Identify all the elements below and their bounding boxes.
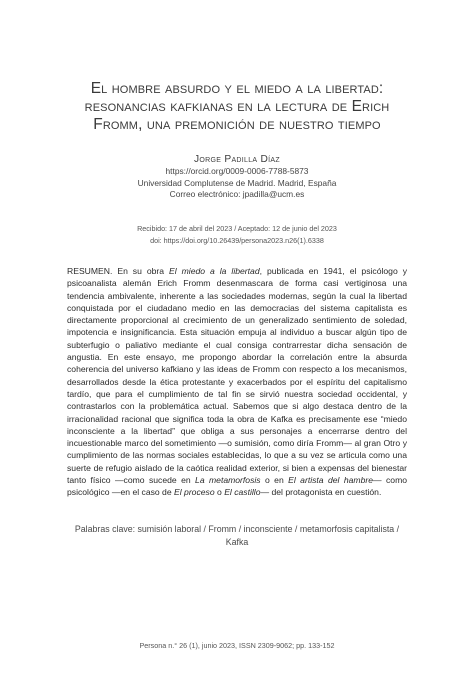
abstract-text: — del protagonista en cuestión.	[260, 487, 382, 498]
abstract-text: RESUMEN. En su obra	[67, 266, 170, 276]
work-title: El miedo a la libertad	[169, 266, 260, 276]
author-block	[60, 154, 414, 201]
abstract-text: — como psicológico —en el caso de	[67, 475, 408, 498]
page-footer: Persona n.° 26 (1), junio 2023, ISSN 2309-9062; pp. 133-152	[139, 641, 335, 650]
work-title: El artista del hambre	[288, 475, 373, 486]
abstract-text: , publicada en 1941, el psicólogo y psicoanalista alemán Erich Fromm desenmascara de forma casi vertiginosa una tendencia ambivalente, inherente a las sociedades modernas, según la cual la libertad conquistada por el ciudadano medio en las democracias del sistema capitalista es directamente proporcional al crecimiento de un generalizado sentimiento de soledad, impotencia e insignificancia. Esta situación empuja al individuo a buscar algún tipo de subterfugio o paliativo mediante el cual consiga contrarrestar dicha sensación de angustia. En este ensayo, me propongo abordar la correlación entre la absurda coherencia del universo kafkiano y las ideas de Fromm con respecto a los mecanismos, desarrollados desde la ética protestante y exacerbados por el espíritu del capitalismo tardío, que para el cumplimiento de tal fin se sirvió nuestra sociedad occidental, y contrastarlos con la problemática actual. Sabemos que si algo destaca dentro de la irracionalidad racional que significa toda la obra de Kafka es precisamente ese “miedo inconsciente a la libertad” que obliga a sus personajes a encerrarse dentro del incuestionable marco del sometimiento —o sumisión, como diría Fromm— al gran Otro y cumplimiento de las normas sociales establecidas, lo que a su vez se articula como una suerte de refugio aislado de la caótica realidad exterior, si bien a expensas del bienestar tanto físico —como sucede en	[67, 266, 407, 486]
author-affiliation: Universidad Complutense de Madrid. Madrid, España	[137, 177, 337, 188]
received-accepted-dates: Recibido: 17 de abril del 2023 / Aceptado: 12 de junio del 2023	[137, 224, 337, 233]
publication-dates	[40, 223, 434, 247]
work-title: El proceso	[174, 487, 215, 498]
doi-link[interactable]: doi: https://doi.org/10.26439/persona2023.n26(1).6338	[150, 236, 324, 245]
abstract-text: o en	[260, 475, 289, 486]
title-line-1: El hombre absurdo y el miedo a la libertad:	[90, 80, 384, 97]
author-name: Jorge Padilla Díaz	[194, 154, 280, 165]
abstract	[67, 265, 407, 499]
author-email[interactable]: Correo electrónico: jpadilla@ucm.es	[169, 189, 305, 200]
keywords: Palabras clave: sumisión laboral / Fromm / inconsciente / metamorfosis capitalista / Kafka	[74, 524, 400, 548]
title-line-3: Fromm, una premonición de nuestro tiempo	[93, 116, 381, 133]
work-title: La metamorfosis	[195, 475, 261, 486]
author-orcid-link[interactable]: https://orcid.org/0009-0006-7788-5873	[165, 166, 309, 176]
title-line-2: resonancias kafkianas en la lectura de Erich	[84, 98, 390, 115]
abstract-text: o	[214, 487, 225, 498]
work-title: El castillo	[224, 487, 261, 498]
article-title	[40, 80, 434, 134]
